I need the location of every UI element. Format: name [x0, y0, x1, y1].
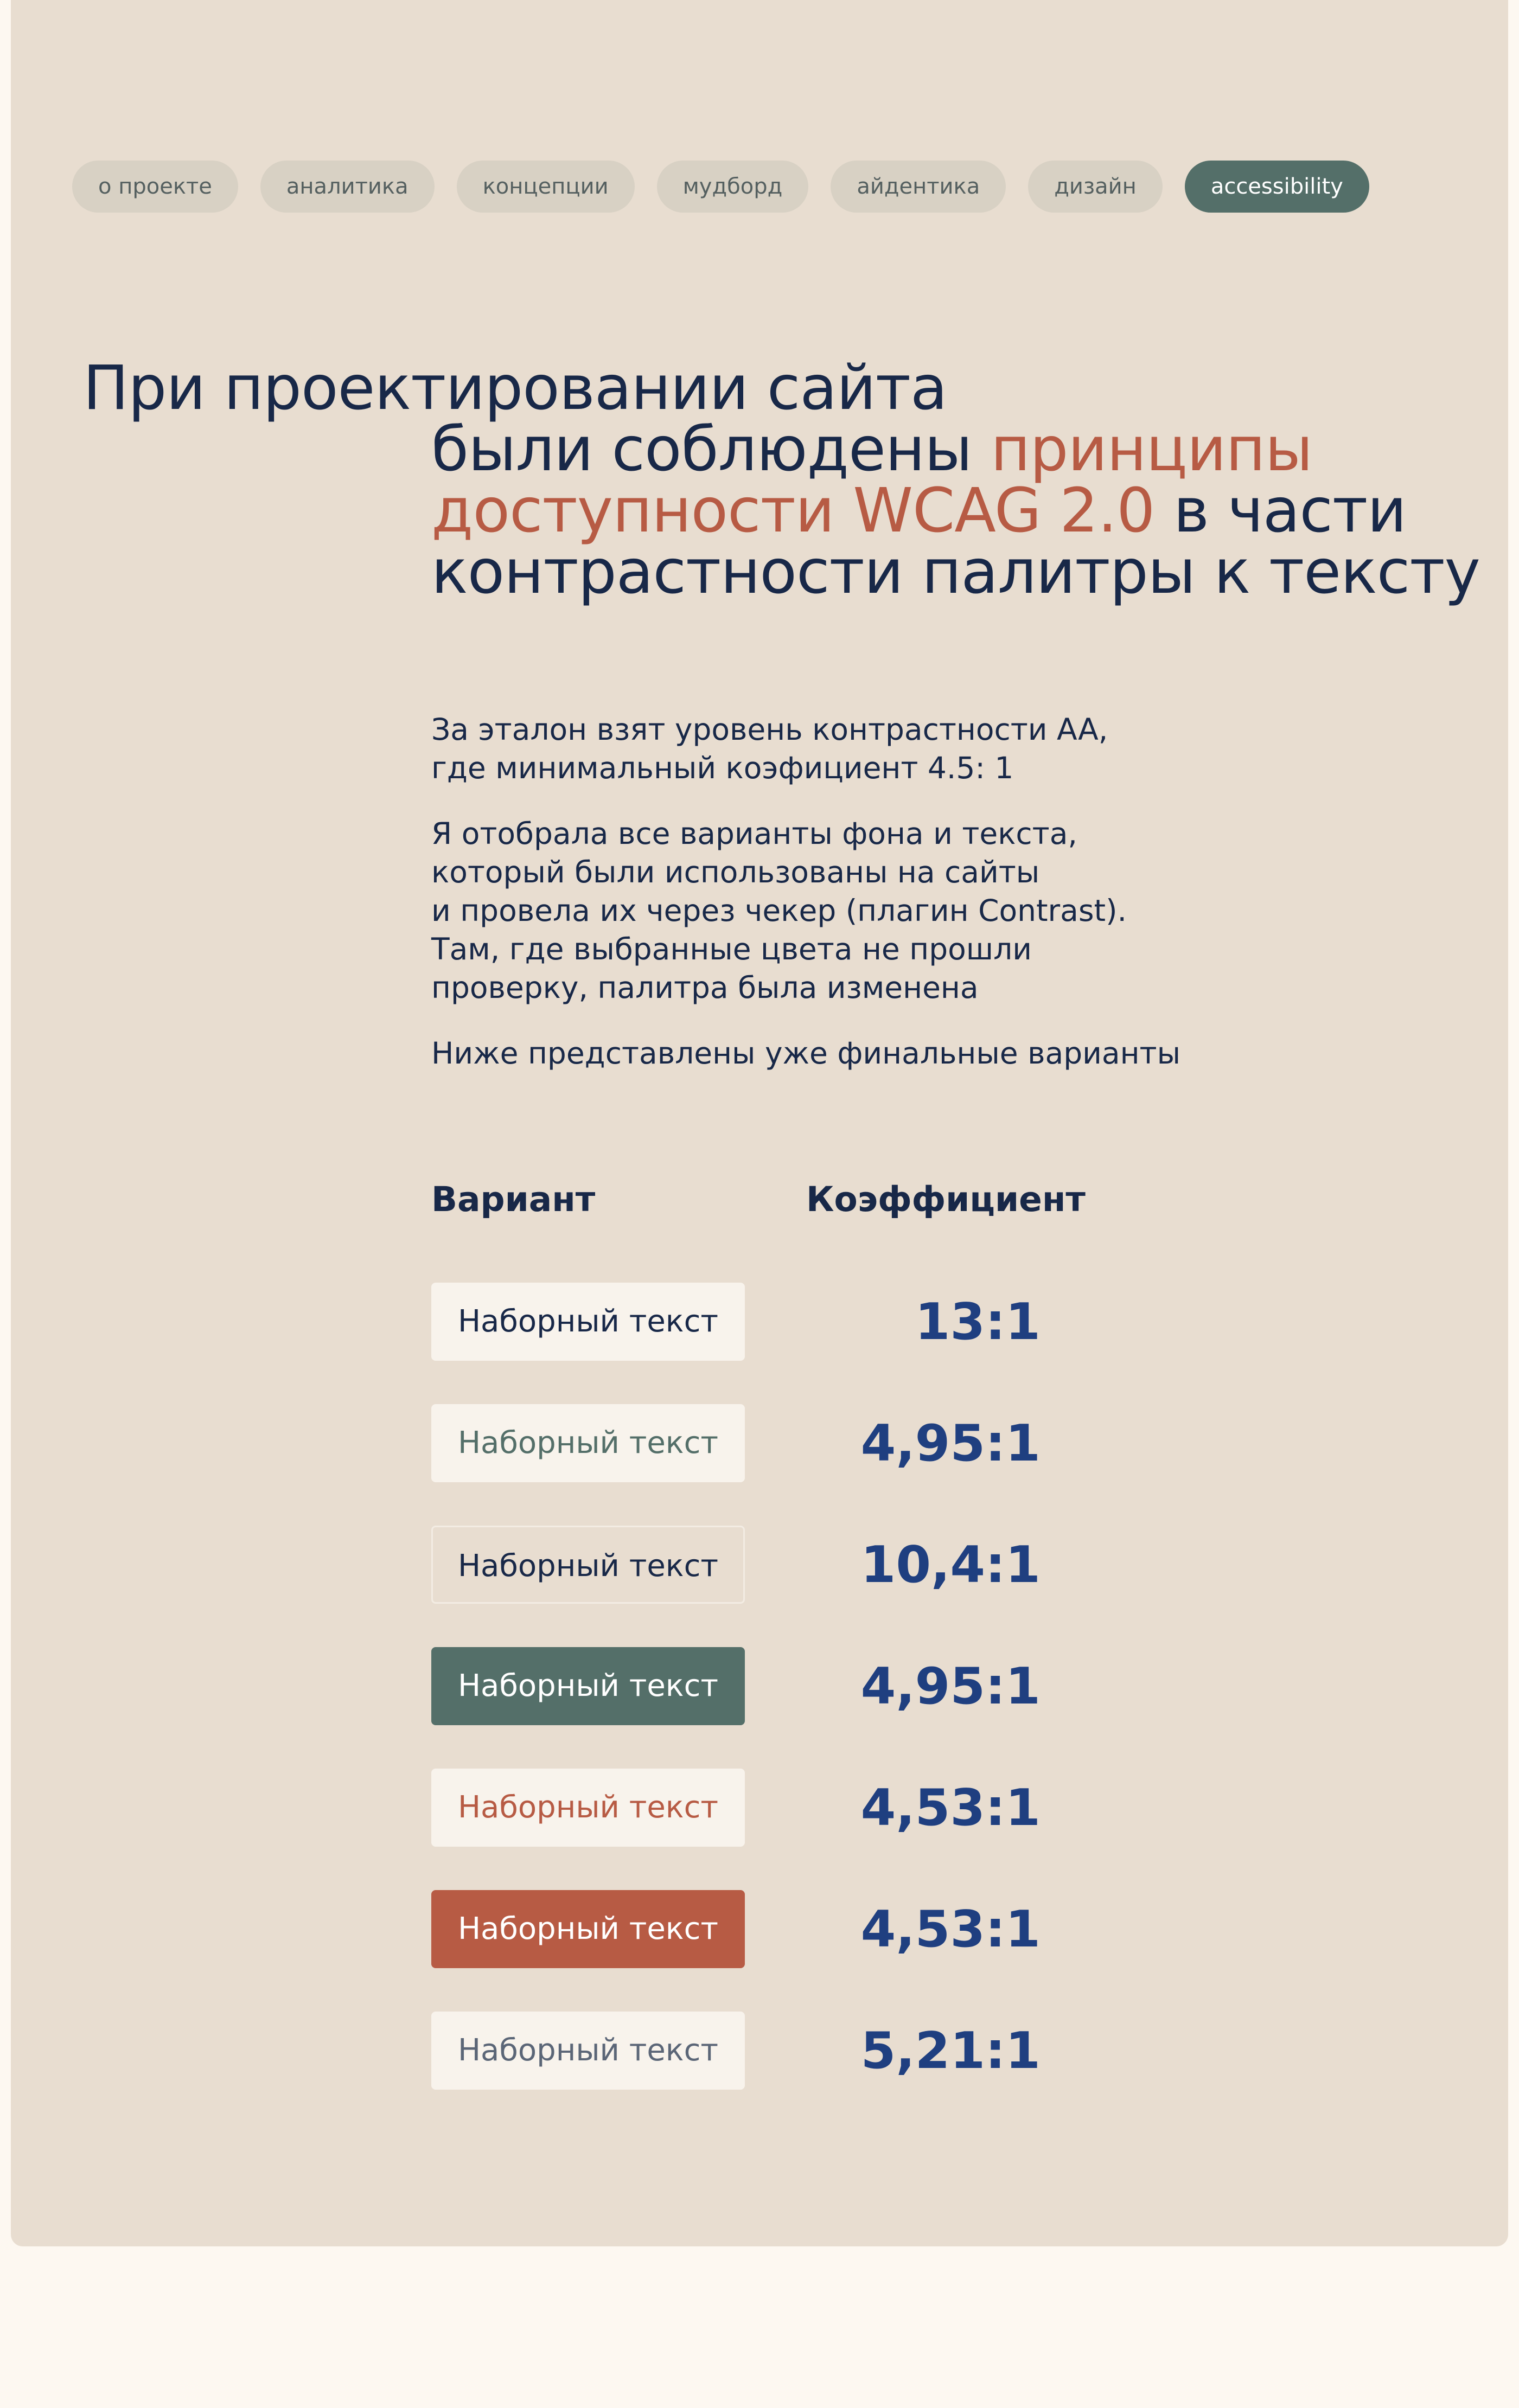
nav-item-design[interactable]: дизайн: [1028, 161, 1163, 213]
sample-swatch: Наборный текст: [431, 1404, 745, 1482]
section-nav: [72, 161, 1369, 213]
heading-line-3-text: в части: [1154, 476, 1406, 546]
sample-swatch: Наборный текст: [431, 2012, 745, 2090]
paragraph-final: Ниже представлены уже финальные варианты: [431, 1036, 1180, 1071]
heading-line-2-text: были соблюдены: [431, 414, 991, 485]
nav-item-analytics[interactable]: аналитика: [260, 161, 435, 213]
nav-item-moodboard[interactable]: мудборд: [657, 161, 809, 213]
sample-swatch: Наборный текст: [431, 1769, 745, 1847]
nav-item-accessibility[interactable]: accessibility: [1185, 161, 1369, 213]
paragraph-standard: За эталон взят уровень контрастности AA, где минимальный коэфициент 4.5: 1: [431, 712, 1108, 785]
paragraph-method: Я отобрала все варианты фона и текста, который были использованы на сайты и провела их через чекер (плагин Contrast). Там, где выбранные цвета не прошли проверку, палитра была изменена: [431, 816, 1127, 1005]
sample-swatch: Наборный текст: [431, 1283, 745, 1361]
contrast-ratio: 13:1: [915, 1292, 1041, 1351]
nav-item-concepts[interactable]: концепции: [457, 161, 635, 213]
sample-swatch: Наборный текст: [431, 1647, 745, 1725]
heading-line-4: контрастности палитры к тексту: [431, 537, 1480, 607]
contrast-ratio: 4,53:1: [860, 1900, 1041, 1958]
contrast-ratio: 4,53:1: [860, 1778, 1041, 1837]
heading-line-3: [83, 476, 1480, 546]
heading-accent-1: принципы: [991, 414, 1313, 485]
column-header-coefficient: Коэффициент: [806, 1180, 1086, 1219]
heading-line-2: [83, 414, 1480, 485]
column-header-variant: Вариант: [431, 1180, 596, 1219]
heading-line-1: При проектировании сайта: [83, 353, 947, 424]
heading-accent-2: доступности WCAG 2.0: [431, 476, 1155, 546]
contrast-ratio: 5,21:1: [860, 2021, 1041, 2080]
nav-item-about[interactable]: о проекте: [72, 161, 238, 213]
contrast-ratio: 4,95:1: [860, 1414, 1041, 1472]
contrast-ratio: 10,4:1: [860, 1535, 1041, 1594]
contrast-ratio: 4,95:1: [860, 1657, 1041, 1715]
page-heading: [83, 353, 1480, 607]
content-card: [11, 0, 1508, 2246]
sample-swatch: Наборный текст: [431, 1526, 745, 1604]
nav-item-identity[interactable]: айдентика: [831, 161, 1006, 213]
sample-swatch: Наборный текст: [431, 1890, 745, 1968]
description: [431, 710, 1191, 1100]
